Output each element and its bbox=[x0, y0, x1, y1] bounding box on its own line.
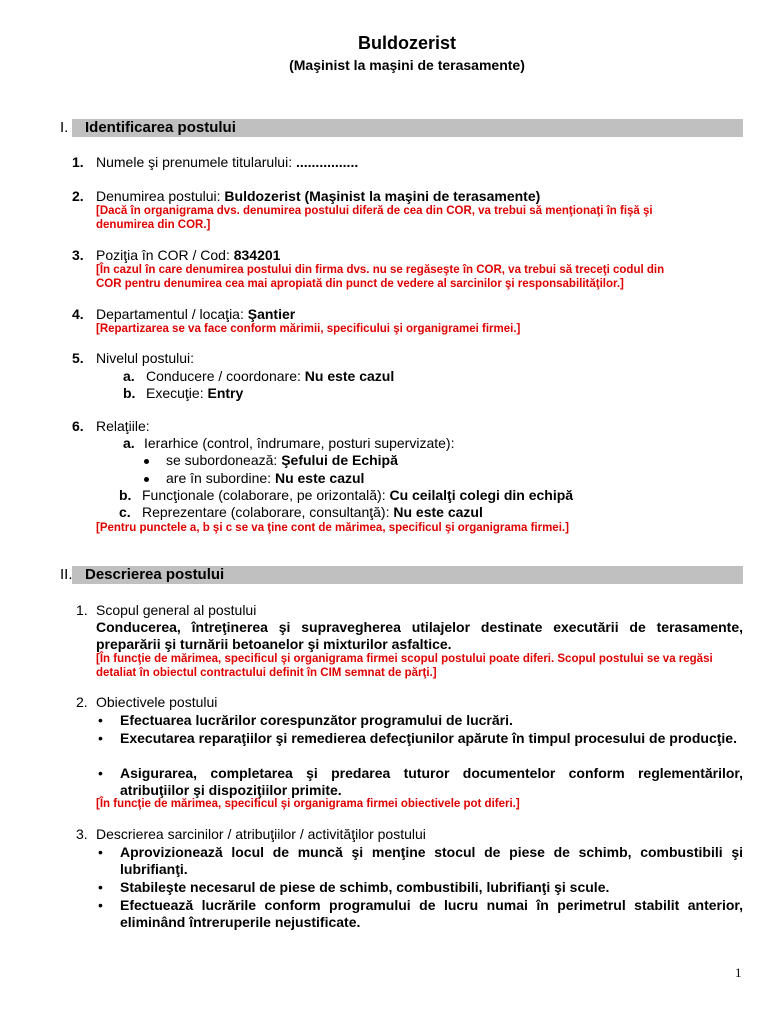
item-2-number: 2. bbox=[72, 188, 84, 204]
desc-3-number: 3. bbox=[76, 826, 88, 842]
bullet-dot-icon bbox=[144, 459, 149, 464]
item-2-line bbox=[96, 188, 540, 204]
item-5b-letter: b. bbox=[123, 385, 136, 401]
desc-3-label: Descrierea sarcinilor / atribuţiilor / activităţilor postului bbox=[96, 826, 426, 842]
bullet-dot-icon: • bbox=[98, 765, 103, 781]
desc-2-bullet-3: Asigurarea, completarea şi predarea tuturor documentelor conform reglementărilor, atribuţiilor şi dispoziţiilor primite. bbox=[120, 765, 743, 798]
item-6-label: Relaţiile: bbox=[96, 418, 150, 434]
item-4-number: 4. bbox=[72, 306, 84, 322]
item-6c-letter: c. bbox=[119, 504, 131, 520]
item-6a1-label: se subordonează: bbox=[166, 452, 278, 468]
item-5a-letter: a. bbox=[123, 368, 135, 384]
item-5-label: Nivelul postului: bbox=[96, 350, 195, 366]
item-6a2-value: Nu este cazul bbox=[274, 470, 365, 486]
item-6a2-line bbox=[166, 470, 364, 486]
section-2-number: II. bbox=[60, 566, 73, 583]
item-1-number: 1. bbox=[72, 154, 84, 170]
item-6a1-value: Şefului de Echipă bbox=[281, 452, 398, 468]
desc-2-note: [În funcţie de mărimea, specificul şi organigrama firmei obiectivele pot diferi.] bbox=[96, 798, 520, 810]
bullet-dot-icon: • bbox=[98, 897, 103, 913]
item-4-note: [Repartizarea se va face conform mărimii, specificului şi organigramei firmei.] bbox=[96, 323, 521, 335]
desc-2-number: 2. bbox=[76, 694, 88, 710]
item-3-value: 834201 bbox=[233, 247, 281, 263]
bullet-dot-icon: • bbox=[98, 712, 103, 728]
item-6c-value: Nu este cazul bbox=[393, 504, 483, 520]
item-6b-line bbox=[142, 487, 573, 503]
item-6a-label: Ierarhice (control, îndrumare, posturi supervizate): bbox=[144, 435, 455, 451]
item-3-note-line-2: COR pentru denumirea cea mai apropiată din punct de vedere al sarcinilor şi responsabilităţilor.] bbox=[96, 278, 624, 290]
item-5a-line bbox=[146, 368, 394, 384]
item-1-line bbox=[96, 154, 358, 170]
item-1-value: ................ bbox=[295, 154, 359, 170]
desc-2-label: Obiectivele postului bbox=[96, 694, 218, 710]
item-3-number: 3. bbox=[72, 247, 84, 263]
item-2-label: Denumirea postului: bbox=[96, 188, 221, 204]
item-5-number: 5. bbox=[72, 350, 84, 366]
desc-1-note-line-1: [În funcţie de mărimea, specificul şi organigrama firmei scopul postului poate diferi. Scopul postului se va regăsi bbox=[96, 653, 713, 665]
desc-2-bullet-1: Efectuarea lucrărilor corespunzător programului de lucrări. bbox=[120, 712, 513, 728]
item-3-note-line-1: [În cazul în care denumirea postului din firma dvs. nu se regăseşte în COR, va trebui să treceţi codul din bbox=[96, 264, 665, 276]
bullet-dot-icon: • bbox=[98, 844, 103, 860]
item-6b-letter: b. bbox=[119, 487, 132, 503]
item-5b-label: Execuţie: bbox=[146, 385, 204, 401]
item-3-label: Poziţia în COR / Cod: bbox=[96, 247, 230, 263]
item-2-value: Buldozerist (Maşinist la maşini de terasamente) bbox=[224, 188, 541, 204]
item-3-line bbox=[96, 247, 280, 263]
item-6b-value: Cu ceilalţi colegi din echipă bbox=[389, 487, 574, 503]
section-2-title: Descrierea postului bbox=[85, 566, 225, 583]
desc-3-bullet-2: Stabileşte necesarul de piese de schimb, combustibili, lubrifianţi şi scule. bbox=[120, 879, 610, 895]
desc-1-text: Conducerea, întreţinerea şi supravegherea utilajelor destinate executării de terasamente, preparării şi turnării betoanelor şi mixturilor asfaltice. bbox=[96, 619, 743, 652]
item-5a-value: Nu este cazul bbox=[304, 368, 395, 384]
item-5b-line bbox=[146, 385, 243, 401]
item-6-note: [Pentru punctele a, b şi c se va ţine cont de mărimea, specificul şi organigrama firmei.] bbox=[96, 522, 569, 534]
item-5b-value: Entry bbox=[207, 385, 244, 401]
document-subtitle: (Maşinist la maşini de terasamente) bbox=[289, 57, 525, 73]
desc-1-note-line-2: detaliat în obiectul contractului definit în CIM semnat de părţi.] bbox=[96, 667, 437, 679]
item-5a-label: Conducere / coordonare: bbox=[146, 368, 301, 384]
item-6a1-line bbox=[166, 452, 398, 468]
item-6-number: 6. bbox=[72, 418, 84, 434]
section-1-title: Identificarea postului bbox=[85, 119, 236, 136]
section-1-number: I. bbox=[60, 119, 69, 136]
item-6c-label: Reprezentare (colaborare, consultanţă): bbox=[142, 504, 390, 520]
item-2-note-line-2: denumirea din COR.] bbox=[96, 219, 211, 231]
desc-1-label: Scopul general al postului bbox=[96, 602, 257, 618]
item-6a2-label: are în subordine: bbox=[166, 470, 272, 486]
item-6a-letter: a. bbox=[123, 435, 135, 451]
item-4-label: Departamentul / locaţia: bbox=[96, 306, 244, 322]
item-1-label: Numele şi prenumele titularului: bbox=[96, 154, 293, 170]
item-2-note-line-1: [Dacă în organigrama dvs. denumirea postului diferă de cea din COR, va trebui să menţionaţi în fişă şi bbox=[96, 205, 653, 217]
desc-3-bullet-1: Aprovizionează locul de muncă şi menţine stocul de piese de schimb, combustibili şi lubrifianţi. bbox=[120, 844, 743, 877]
bullet-dot-icon: • bbox=[98, 879, 103, 895]
item-4-line bbox=[96, 306, 295, 322]
document-title: Buldozerist bbox=[357, 33, 456, 53]
page-number: 1 bbox=[735, 965, 742, 980]
bullet-dot-icon: • bbox=[98, 730, 103, 746]
item-4-value: Şantier bbox=[247, 306, 296, 322]
item-6b-label: Funcţionale (colaborare, pe orizontală): bbox=[142, 487, 386, 503]
desc-1-number: 1. bbox=[76, 602, 88, 618]
desc-2-bullet-2: Executarea reparaţiilor şi remedierea defecţiunilor apărute în timpul procesului de producţie. bbox=[120, 730, 737, 746]
bullet-dot-icon bbox=[144, 477, 149, 482]
desc-3-bullet-3: Efectuează lucrările conform programului de lucru numai în perimetrul stabilit anterior, eliminând întreruperile nejustificate. bbox=[120, 897, 743, 930]
item-6c-line bbox=[142, 504, 483, 520]
